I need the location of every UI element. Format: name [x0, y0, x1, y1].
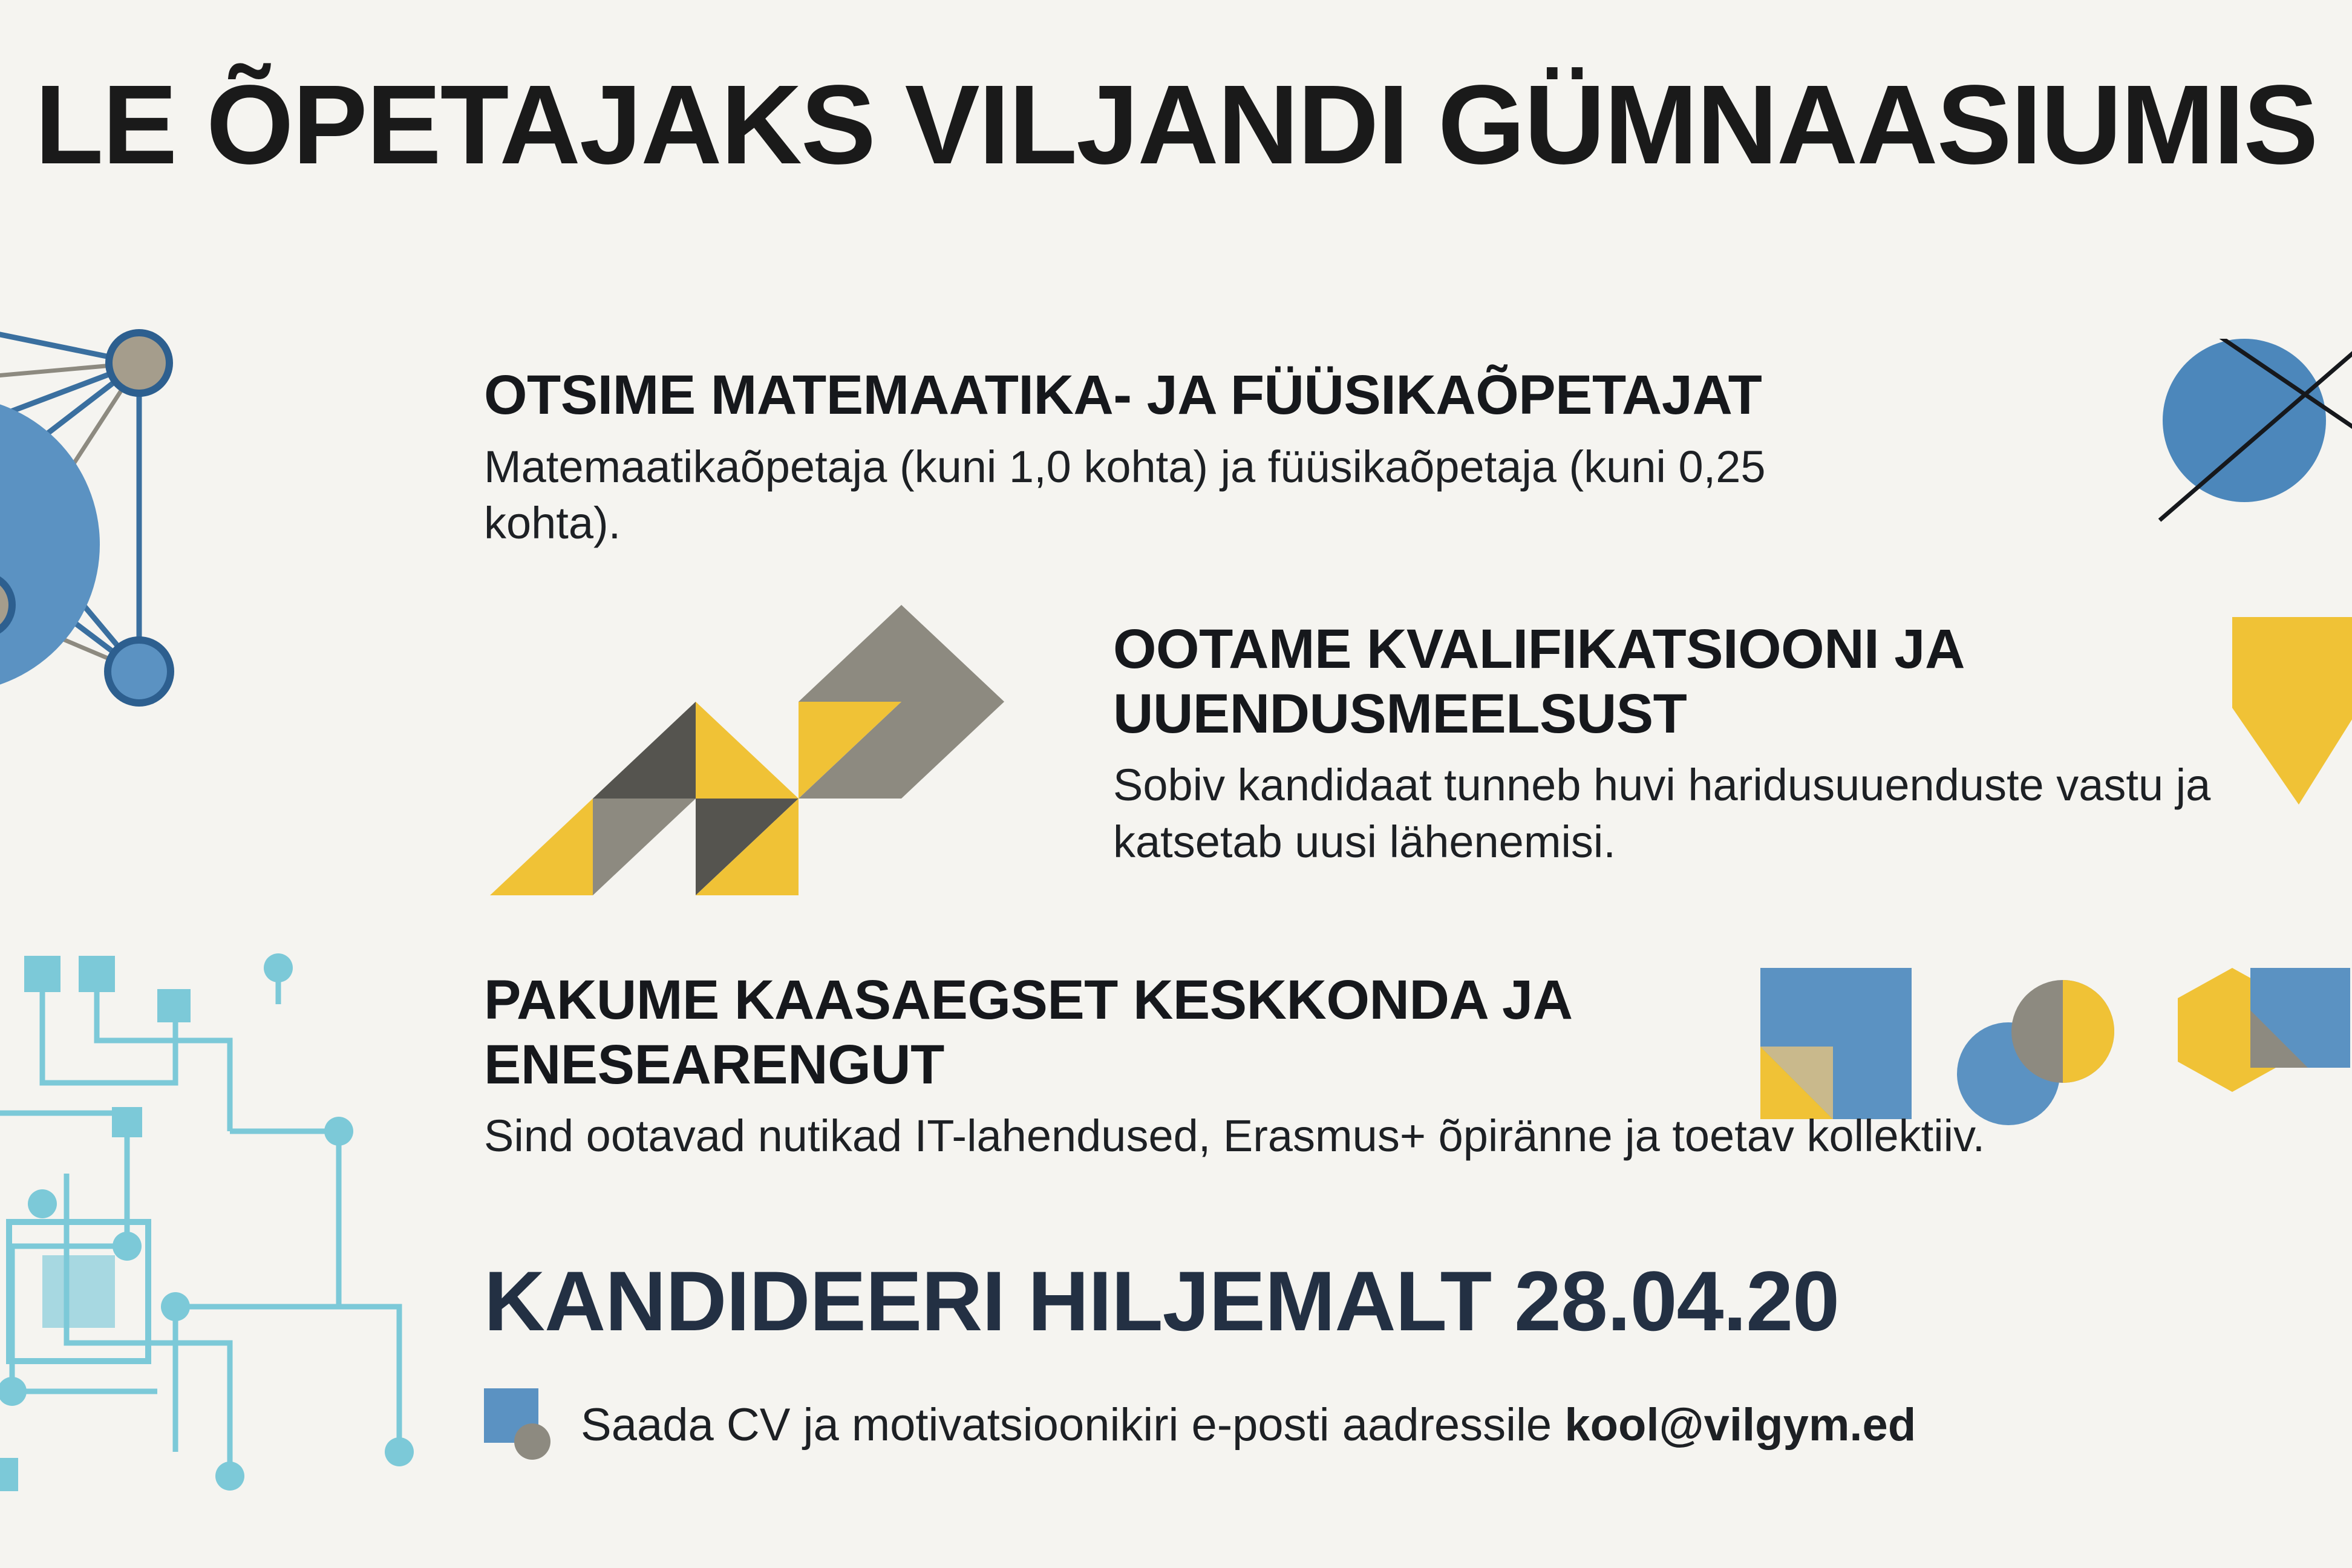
- contact-prefix: Saada CV ja motivatsioonikiri e-posti aadressile: [581, 1399, 1565, 1451]
- yellow-shape-decoration: [2232, 617, 2352, 805]
- contact-email: kool@vilgym.ed: [1564, 1399, 1916, 1451]
- contact-row: [484, 1388, 1916, 1461]
- section-environment: [484, 968, 1996, 1165]
- section-environment-heading: PAKUME KAASAEGSET KESKKONDA JA ENESEARENGUT: [484, 969, 1571, 1096]
- section-qualification-heading: OOTAME KVALIFIKATSIOONI JA UUENDUSMEELSUST: [1113, 618, 1963, 745]
- sphere-decoration: [2141, 339, 2352, 569]
- section-qualification-body: Sobiv kandidaat tunneb huvi haridusuuenduste vastu ja katsetab uusi lähenemisi.: [1113, 760, 2211, 867]
- section-qualification: [1113, 617, 2220, 870]
- section-math-heading: OTSIME MATEMAATIKA- JA FÜÜSIKAÕPETAJAT: [484, 364, 1762, 426]
- page-title: LE ÕPETAJAKS VILJANDI GÜMNAASIUMIS: [34, 62, 2318, 188]
- section-math-body: Matemaatikaõpetaja (kuni 1,0 kohta) ja füüsikaõpetaja (kuni 0,25 kohta).: [484, 441, 1766, 548]
- square-circle-bullet-icon: [484, 1388, 557, 1461]
- section-environment-body: Sind ootavad nutikad IT-lahendused, Erasmus+ õpiränne ja toetav kollektiiv.: [484, 1111, 1985, 1161]
- growth-arrow-decoration: [478, 599, 1053, 913]
- circuit-board-decoration: [0, 932, 436, 1512]
- deadline-text: KANDIDEERI HILJEMALT 28.04.20: [484, 1253, 1840, 1348]
- contact-text: [581, 1399, 1916, 1451]
- network-graph-decoration: [0, 284, 345, 859]
- section-math: [484, 363, 1906, 551]
